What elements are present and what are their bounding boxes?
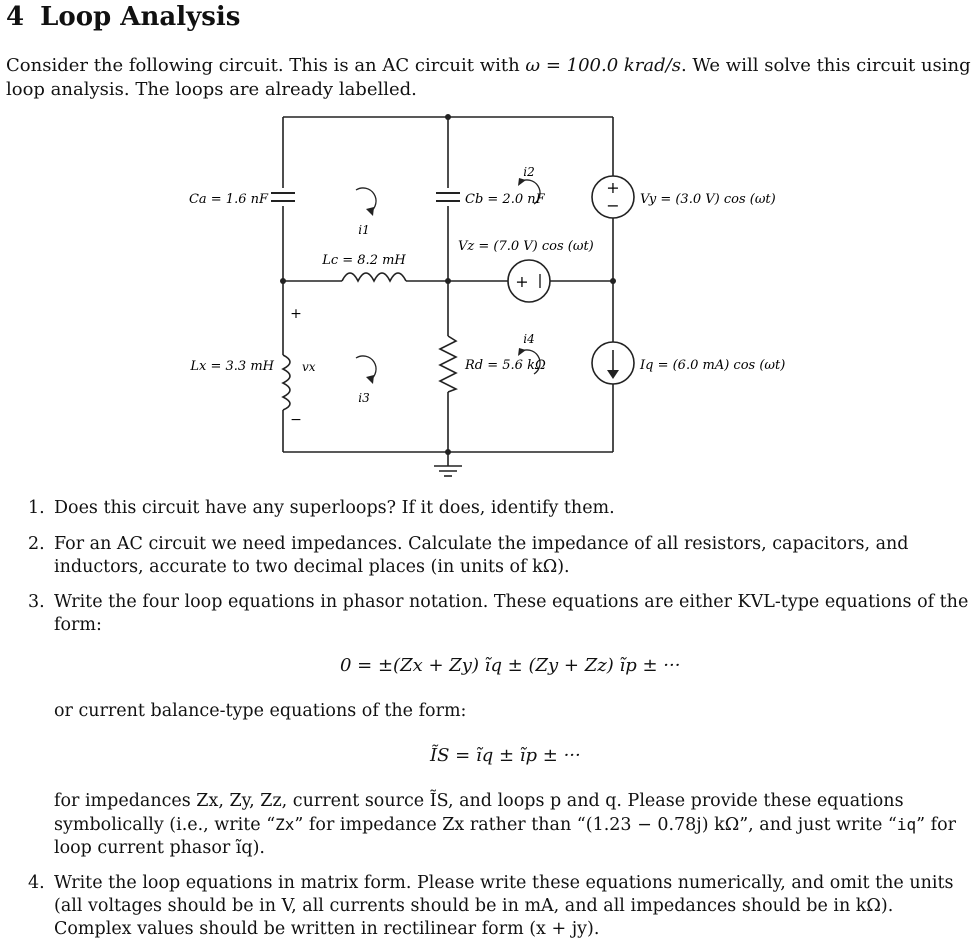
question-3 <box>28 591 974 637</box>
label-cb: Cb = 2.0 nF <box>465 192 545 207</box>
question-3-tail-b: ” for impedance Zx rather than “(1.23 − 0.78j) kΩ”, and just write “ <box>294 815 897 835</box>
label-lc: Lc = 8.2 mH <box>322 253 406 268</box>
current-source-iq <box>592 342 634 384</box>
label-ca: Ca = 1.6 nF <box>188 192 268 207</box>
svg-text:+: + <box>515 272 529 291</box>
label-vz: Vz = (7.0 V) cos (ωt) <box>458 239 594 254</box>
label-vx: vx <box>302 360 316 374</box>
question-4-number: 4. <box>28 873 45 893</box>
question-3-tail-c: ” for loop current phasor ĩq). <box>54 815 957 858</box>
section-number: 4 <box>6 2 25 32</box>
intro-text-a: Consider the following circuit. This is an AC circuit with <box>6 55 526 76</box>
label-loop-i2: i2 <box>523 165 535 179</box>
label-loop-i3: i3 <box>358 391 370 405</box>
section-title-text: Loop Analysis <box>40 2 241 32</box>
inductor-lc <box>342 273 406 281</box>
code-iq: iq <box>896 815 917 834</box>
question-3-tail <box>28 790 974 860</box>
label-loop-i4: i4 <box>523 332 535 346</box>
question-3-middle-text: or current balance-type equations of the form: <box>54 701 467 721</box>
question-2-text: For an AC circuit we need impedances. Calculate the impedance of all resistors, capacitors, and inductors, accurate to two decimal places (in units of kΩ). <box>54 534 909 577</box>
question-1-text: Does this circuit have any superloops? If it does, identify them. <box>54 498 615 518</box>
question-1 <box>28 497 974 520</box>
svg-text:−: − <box>606 196 620 215</box>
question-1-number: 1. <box>28 498 45 518</box>
label-vy: Vy = (3.0 V) cos (ωt) <box>640 192 776 207</box>
question-3-tail-a: for impedances Zx, Zy, Zz, current source ĨS, and loops p and q. Please provide these equations symbolically (i.e., write “ <box>54 791 904 835</box>
label-rd: Rd = 5.6 kΩ <box>465 358 546 373</box>
inductor-lx <box>283 355 290 410</box>
svg-text:+: + <box>606 178 620 197</box>
label-vx-minus: − <box>290 412 302 428</box>
question-2-number: 2. <box>28 534 45 554</box>
voltage-source-vy <box>592 176 634 218</box>
label-lx: Lx = 3.3 mH <box>190 359 274 374</box>
question-4 <box>28 872 974 941</box>
omega-value: ω = 100.0 krad/s <box>525 55 681 76</box>
question-3-number: 3. <box>28 592 45 612</box>
resistor-rd <box>440 336 456 392</box>
question-2 <box>28 533 974 579</box>
voltage-source-vz <box>508 260 550 302</box>
question-3-tail-text <box>54 790 974 860</box>
question-3-text: Write the four loop equations in phasor notation. These equations are either KVL-type equations of the form: <box>54 592 969 635</box>
current-balance-equation: ĨS = ĩq ± ĩp ± ··· <box>430 745 581 766</box>
question-4-text: Write the loop equations in matrix form. Please write these equations numerically, and omit the units (all voltages should be in V, all currents should be in mA, and all impedances should be in kΩ). Complex values should be written in rectilinear form (x + jy). <box>54 873 954 939</box>
label-loop-i1: i1 <box>358 223 370 237</box>
code-zx: Zx <box>275 815 295 834</box>
label-iq: Iq = (6.0 mA) cos (ωt) <box>640 358 786 373</box>
capacitor-ca <box>271 193 295 201</box>
intro-text-b: . We will solve this circuit using loop analysis. The loops are already labelled. <box>6 55 971 100</box>
question-3-middle <box>28 700 974 723</box>
capacitor-cb <box>436 193 460 201</box>
label-vx-plus: + <box>290 306 302 322</box>
kvl-equation: 0 = ±(Zx + Zy) ĩq ± (Zy + Zz) ĩp ± ··· <box>340 655 681 676</box>
